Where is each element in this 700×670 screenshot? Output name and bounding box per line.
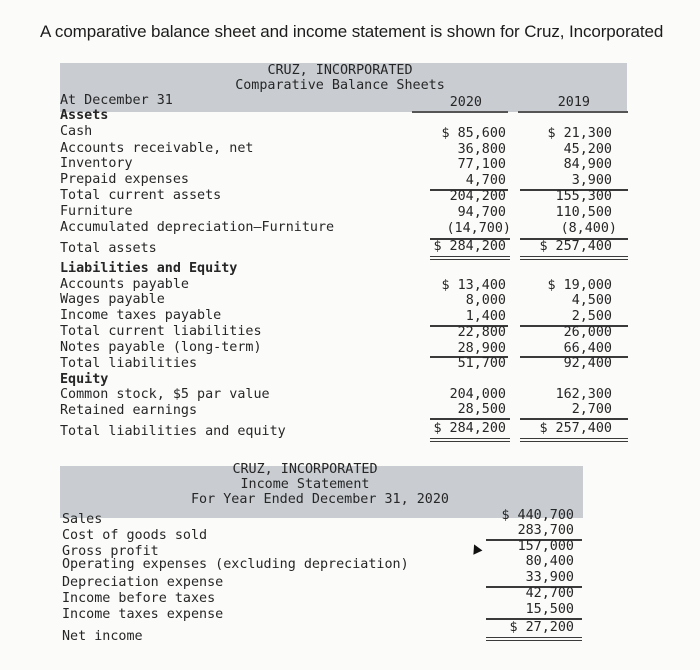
row-label: Accounts receivable, net xyxy=(60,141,254,156)
row-value: 42,700 xyxy=(525,586,574,601)
row-2019: 26,000 xyxy=(563,325,612,340)
row-2019: 162,300 xyxy=(555,387,612,402)
row-label: Furniture xyxy=(60,204,133,219)
row-2019: $ 257,400 xyxy=(539,239,612,254)
row-label: Total current assets xyxy=(60,188,222,203)
row-label: Cash xyxy=(60,124,93,139)
row-label: Inventory xyxy=(60,156,133,171)
row-value: 157,000 xyxy=(517,539,574,554)
row-2020: 22,800 xyxy=(457,325,506,340)
row-label: Operating expenses (excluding depreciation) xyxy=(62,557,409,572)
row-2019: 66,400 xyxy=(563,341,612,356)
is-period: For Year Ended December 31, 2020 xyxy=(191,492,449,507)
row-label: Total assets xyxy=(60,241,157,256)
row-label: Wages payable xyxy=(60,292,165,307)
row-2019: $ 21,300 xyxy=(547,126,612,141)
row-2019: 4,500 xyxy=(571,293,612,308)
row-2020: $ 85,600 xyxy=(441,126,506,141)
row-2019: 2,700 xyxy=(571,402,612,417)
row-label: Total liabilities and equity xyxy=(60,424,286,439)
is-title: Income Statement xyxy=(240,477,370,492)
row-2020: 28,900 xyxy=(457,341,506,356)
row-value: 15,500 xyxy=(525,602,574,617)
row-2020: 204,200 xyxy=(449,189,506,204)
row-2019: (8,400) xyxy=(560,221,617,236)
row-2020: 4,700 xyxy=(465,173,506,188)
row-label: Net income xyxy=(62,629,143,644)
row-label: Total current liabilities xyxy=(60,324,262,339)
row-2020: 51,700 xyxy=(457,356,506,371)
row-2019: 2,500 xyxy=(571,309,612,324)
row-label: Sales xyxy=(62,512,103,527)
bs-col-2020: 2020 xyxy=(449,95,482,110)
row-2020: $ 13,400 xyxy=(441,278,506,293)
row-value: 33,900 xyxy=(525,570,574,585)
row-label: Gross profit xyxy=(62,544,159,559)
row-2020: 94,700 xyxy=(457,205,506,220)
row-2020: 77,100 xyxy=(457,157,506,172)
row-2020: $ 284,200 xyxy=(433,239,506,254)
row-2019: $ 257,400 xyxy=(539,421,612,436)
row-label: Income taxes payable xyxy=(60,308,222,323)
row-label: Prepaid expenses xyxy=(60,172,189,187)
row-2019: 84,900 xyxy=(563,157,612,172)
row-2020: (14,700) xyxy=(446,221,511,236)
row-2019: 45,200 xyxy=(563,142,612,157)
row-value: 80,400 xyxy=(525,554,574,569)
row-label: Accumulated depreciation–Furniture xyxy=(60,220,335,235)
bs-assets-heading: Assets xyxy=(60,108,109,123)
row-label: Depreciation expense xyxy=(62,575,224,590)
row-label: Income before taxes xyxy=(62,591,216,606)
row-2019: 3,900 xyxy=(571,173,612,188)
row-2020: 204,000 xyxy=(449,387,506,402)
is-company: CRUZ, INCORPORATED xyxy=(232,462,378,477)
row-2019: 155,300 xyxy=(555,189,612,204)
bs-date-label: At December 31 xyxy=(60,93,173,108)
row-2019: $ 19,000 xyxy=(547,278,612,293)
row-value: $ 440,700 xyxy=(501,508,574,523)
row-label: Accounts payable xyxy=(60,277,189,292)
row-label: Income taxes expense xyxy=(62,607,224,622)
bs-company: CRUZ, INCORPORATED xyxy=(267,63,413,78)
row-value: 283,700 xyxy=(517,523,574,538)
row-2020: 1,400 xyxy=(465,309,506,324)
row-label: Notes payable (long-term) xyxy=(60,340,262,355)
bs-title: Comparative Balance Sheets xyxy=(235,78,445,93)
row-label: Common stock, $5 par value xyxy=(60,387,270,402)
intro-text: A comparative balance sheet and income statement is shown for Cruz, Incorporated xyxy=(40,22,664,41)
row-2020: 28,500 xyxy=(457,402,506,417)
row-value: $ 27,200 xyxy=(509,620,574,635)
row-2019: 92,400 xyxy=(563,356,612,371)
bs-liab-heading: Liabilities and Equity xyxy=(60,261,238,276)
bs-col-2019: 2019 xyxy=(557,95,590,110)
row-label: Total liabilities xyxy=(60,356,198,371)
row-label: Retained earnings xyxy=(60,403,198,418)
row-2020: 8,000 xyxy=(465,293,506,308)
bs-equity-heading: Equity xyxy=(60,372,109,387)
row-2019: 110,500 xyxy=(555,205,612,220)
row-2020: $ 284,200 xyxy=(433,421,506,436)
row-2020: 36,800 xyxy=(457,142,506,157)
row-label: Cost of goods sold xyxy=(62,528,208,543)
